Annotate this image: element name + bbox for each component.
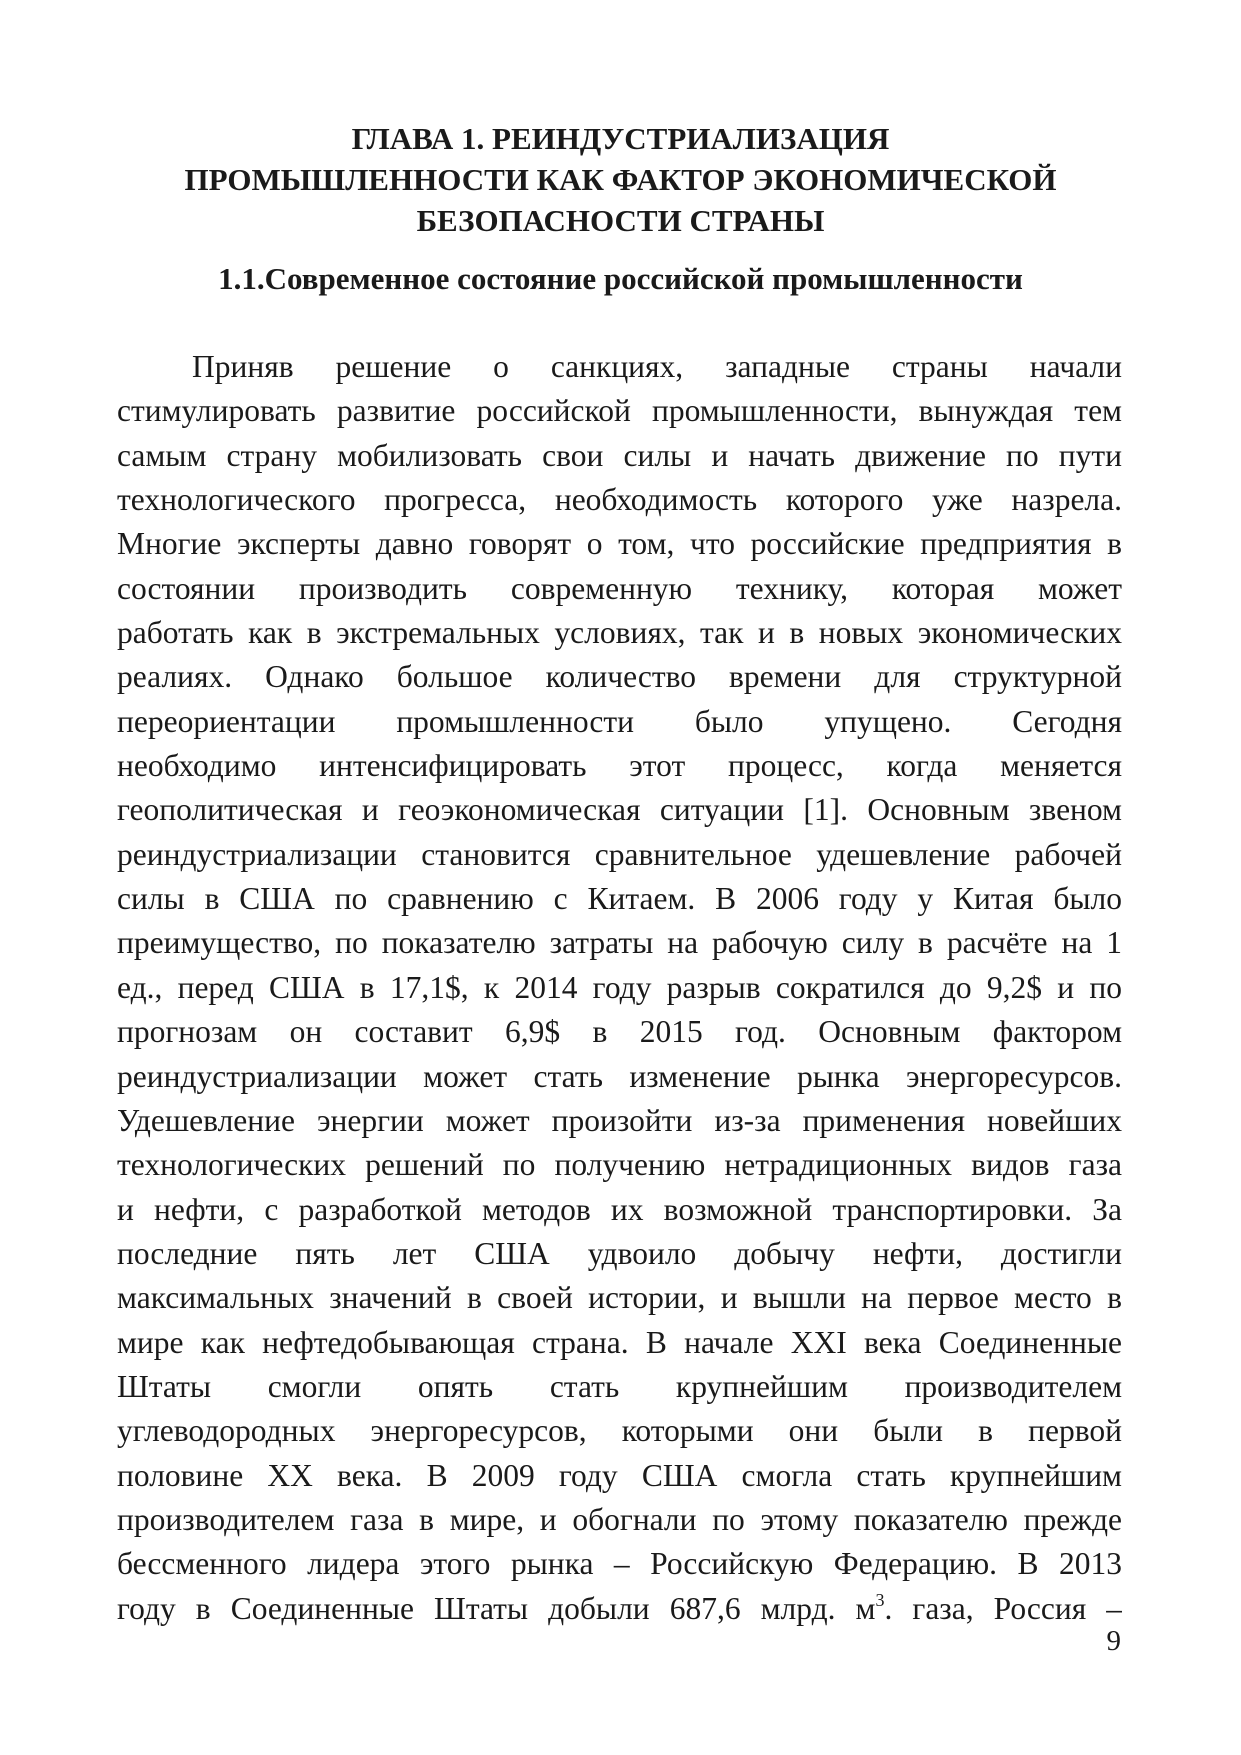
text-line: ед., перед США в 17,1$, к 2014 году разрыв сократился до 9,2$ и по [117, 969, 1122, 1005]
text-line: прогнозам он составит 6,9$ в 2015 год. Основным фактором [117, 1014, 1122, 1050]
text-line: переориентации промышленности было упущено. Сегодня [117, 703, 1122, 739]
text-line: работать как в экстремальных условиях, так и в новых экономических [117, 615, 1122, 651]
text-line: стимулировать развитие российской промышленности, вынуждая тем [117, 393, 1122, 429]
text-line: производителем газа в мире, и обогнали по этому показателю прежде [117, 1501, 1122, 1537]
body-paragraph [117, 345, 1122, 1631]
text-line: самым страну мобилизовать свои силы и начать движение по пути [117, 437, 1122, 473]
text-line: технологических решений по получению нетрадиционных видов газа [117, 1147, 1122, 1183]
text-line: реиндустриализации становится сравнительное удешевление рабочей [117, 836, 1122, 872]
chapter-title-line: ПРОМЫШЛЕННОСТИ КАК ФАКТОР ЭКОНОМИЧЕСКОЙ [184, 162, 1057, 197]
text-line: Многие эксперты давно говорят о том, что российские предприятия в [117, 526, 1122, 562]
text-line: технологического прогресса, необходимость которого уже назрела. [117, 482, 1122, 518]
text-line: геополитическая и геоэкономическая ситуации [1]. Основным звеном [117, 792, 1122, 828]
cubic-superscript: 3 [875, 1589, 885, 1610]
chapter-title [120, 118, 1121, 241]
text-line: реалиях. Однако большое количество времени для структурной [117, 659, 1122, 695]
section-title: 1.1.Современное состояние российской промышленности [218, 261, 1023, 296]
chapter-title-line: ГЛАВА 1. РЕИНДУСТРИАЛИЗАЦИЯ [351, 121, 890, 156]
text-line: Приняв решение о санкциях, западные страны начали [192, 349, 1122, 384]
text-line: силы в США по сравнению с Китаем. В 2006 году у Китая было [117, 881, 1122, 917]
text-line: максимальных значений в своей истории, и вышли на первое место в [117, 1280, 1122, 1316]
text-line: Штаты смогли опять стать крупнейшим производителем [117, 1368, 1122, 1404]
text-fragment: . газа, Россия – [884, 1590, 1122, 1626]
text-line: углеводородных энергоресурсов, которыми они были в первой [117, 1413, 1122, 1449]
text-line: последние пять лет США удвоило добычу нефти, достигли [117, 1235, 1122, 1271]
text-line: состоянии производить современную технику, которая может [117, 570, 1122, 606]
text-line: реиндустриализации может стать изменение рынка энергоресурсов. [117, 1058, 1122, 1094]
text-line: преимущество, по показателю затраты на рабочую силу в расчёте на 1 [117, 925, 1122, 961]
text-line: мире как нефтедобывающая страна. В начале XXI века Соединенные [117, 1324, 1122, 1360]
page-number: 9 [1106, 1625, 1121, 1657]
text-line: необходимо интенсифицировать этот процесс, когда меняется [117, 748, 1122, 784]
text-line: и нефти, с разработкой методов их возможной транспортировки. За [117, 1191, 1122, 1227]
text-line: Удешевление энергии может произойти из-за применения новейших [117, 1102, 1122, 1138]
text-fragment: году в Соединенные Штаты добыли 687,6 млрд. м [117, 1590, 876, 1626]
text-line-last [117, 1587, 1122, 1631]
chapter-title-line: БЕЗОПАСНОСТИ СТРАНЫ [416, 203, 825, 238]
text-line: половине XX века. В 2009 году США смогла стать крупнейшим [117, 1457, 1122, 1493]
text-line: бессменного лидера этого рынка – Российскую Федерацию. В 2013 [117, 1546, 1122, 1582]
